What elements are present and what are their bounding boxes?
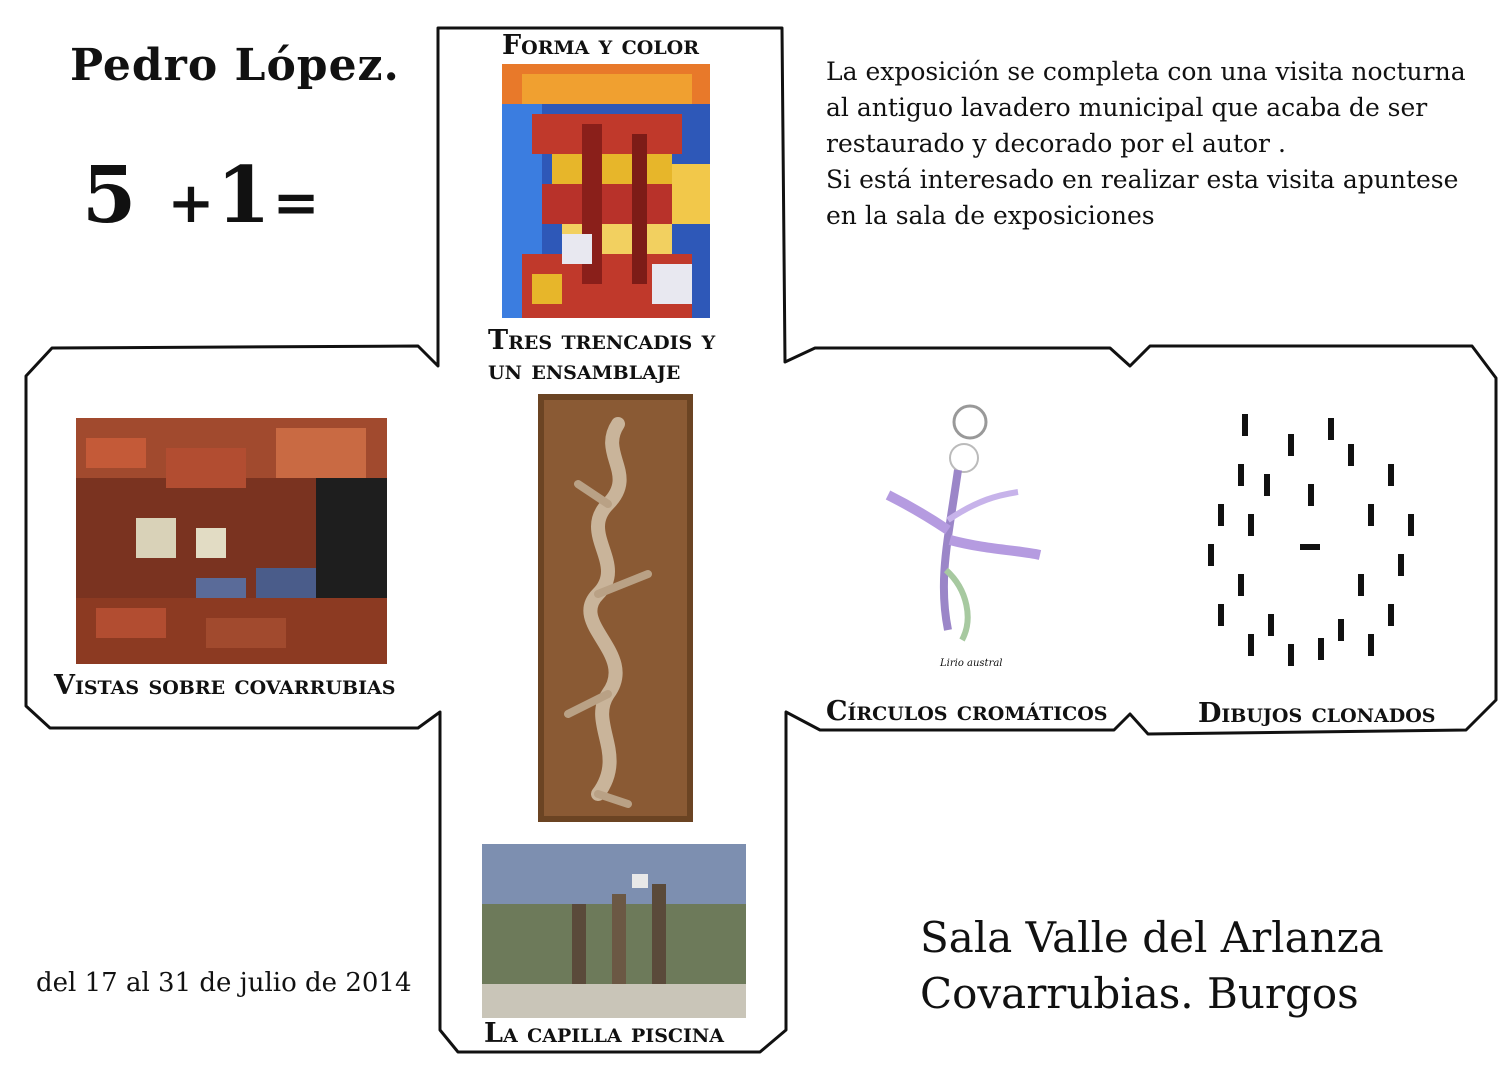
photo-capilla-piscina	[482, 844, 746, 1018]
info-line: La exposición se completa con una visita nocturna	[826, 57, 1466, 86]
venue-line: Sala Valle del Arlanza	[920, 913, 1384, 962]
caption-vistas-covarrubias: Vistas sobre covarrubias	[54, 670, 396, 701]
caption-line: un ensamblaje	[488, 355, 681, 386]
caption-capilla-piscina: La capilla piscina	[484, 1018, 725, 1049]
venue	[920, 910, 1384, 1022]
info-paragraph	[826, 54, 1486, 234]
info-line: en la sala de exposiciones	[826, 201, 1155, 230]
drawing-dibujos-clonados	[1188, 404, 1432, 670]
caption-forma-y-color: Forma y color	[502, 30, 700, 61]
caption-tres-trencadis	[488, 326, 715, 386]
caption-dibujos-clonados: Dibujos clonados	[1198, 698, 1436, 729]
painting-vistas-covarrubias	[76, 418, 387, 664]
formula	[82, 150, 322, 241]
painting-forma-y-color	[502, 64, 710, 318]
venue-line: Covarrubias. Burgos	[920, 969, 1359, 1018]
caption-circulos-cromaticos: Círculos cromáticos	[826, 696, 1108, 727]
formula-five: 5	[82, 150, 139, 241]
caption-line: Tres trencadis y	[488, 325, 716, 356]
author-title: Pedro López.	[70, 40, 400, 91]
info-line: al antiguo lavadero municipal que acaba de ser	[826, 93, 1428, 122]
drawing-circulos-cromaticos	[878, 400, 1058, 675]
info-line: Si está interesado en realizar esta visita apuntese	[826, 165, 1459, 194]
exhibition-dates: del 17 al 31 de julio de 2014	[36, 968, 412, 998]
formula-one: 1	[216, 150, 273, 241]
info-line: restaurado y decorado por el autor .	[826, 129, 1286, 158]
signature: Lirio austral	[940, 658, 1003, 669]
sculpture-ensamblaje	[538, 394, 693, 822]
formula-plus: +	[167, 170, 217, 236]
formula-equals: =	[272, 170, 322, 236]
